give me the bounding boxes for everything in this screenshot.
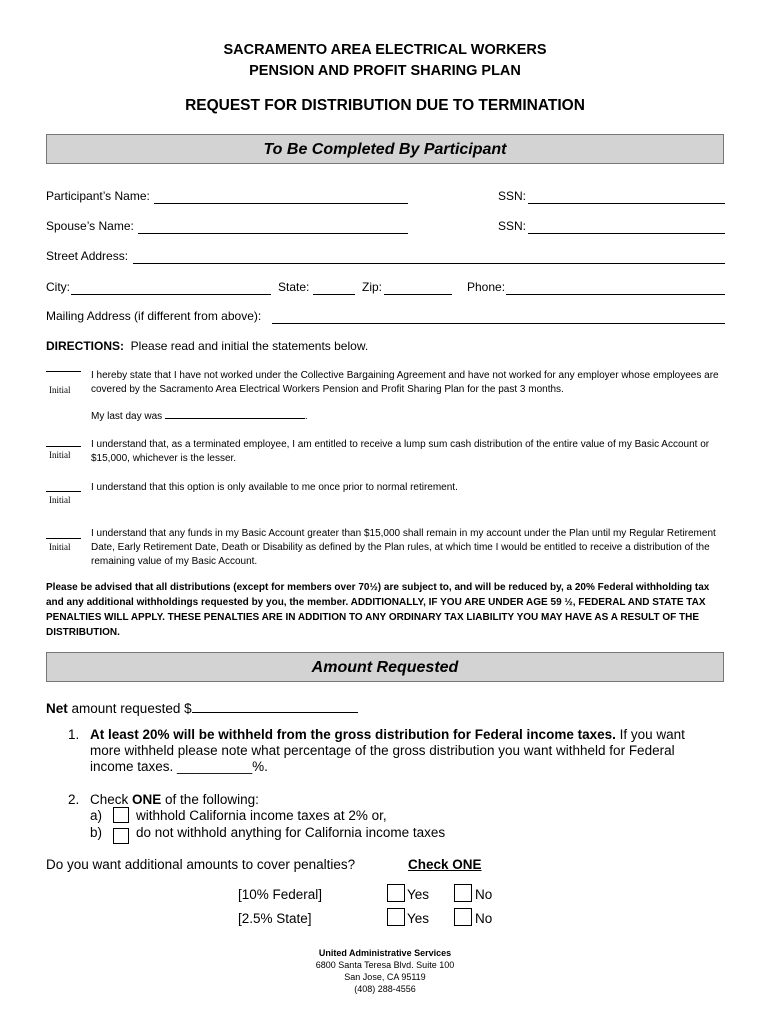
- footer-address2: San Jose, CA 95119: [344, 972, 426, 982]
- initial-label-2: Initial: [49, 450, 71, 460]
- initial-line-2[interactable]: [46, 446, 81, 447]
- spouse-name-field[interactable]: [138, 233, 408, 234]
- city-label: City:: [46, 280, 70, 294]
- state-no-checkbox[interactable]: [454, 908, 472, 926]
- footer-phone: (408) 288-4556: [354, 984, 416, 994]
- federal-yes-checkbox[interactable]: [387, 884, 405, 902]
- initial-line-1[interactable]: [46, 371, 81, 372]
- penalties-question: Do you want additional amounts to cover penalties?: [46, 857, 356, 872]
- net-label: Net: [46, 701, 68, 716]
- participant-name-label: Participant’s Name:: [46, 189, 150, 203]
- net-amount-field[interactable]: [192, 699, 358, 713]
- ssn-label: SSN:: [498, 189, 527, 203]
- item-1-number: 1.: [68, 727, 80, 742]
- federal-yes-label: Yes: [407, 887, 430, 902]
- tax-warning: Please be advised that all distributions (except for members over 70½) are subject to, and will be reduced by, a 20% Federal withholding tax and any additional withholdings requested by you, the member. ADDITIONALLY, IF YOU ARE UNDER AGE 59 ½, FEDERAL AND STATE TAX PENALTIES WILL APPLY. THESE PENALTIES ARE IN ADDITION TO ANY ORDINARY TAX LIABILITY YOU MAY HAVE AS A RESULT OF THE DISTRIBUTION.: [46, 582, 710, 638]
- state-no-label: No: [475, 911, 493, 926]
- directions: [46, 339, 368, 353]
- net-amount-row: [46, 699, 358, 716]
- zip-label: Zip:: [362, 280, 383, 294]
- item-2-number: 2.: [68, 792, 80, 807]
- plan-name-line2: PENSION AND PROFIT SHARING PLAN: [249, 63, 521, 79]
- item-2-pre: Check: [90, 792, 133, 807]
- section-participant-header: To Be Completed By Participant: [46, 134, 724, 164]
- item-2-one: ONE: [132, 792, 162, 807]
- mailing-address-field[interactable]: [272, 323, 725, 324]
- last-day-label: My last day was: [91, 411, 163, 422]
- initial-label-4: Initial: [49, 542, 71, 552]
- item-1-rest: If you want more withheld please note what percentage of the gross distribution you want withheld for Federal income taxes. __________%.: [90, 727, 685, 774]
- form-title: REQUEST FOR DISTRIBUTION DUE TO TERMINATION: [185, 97, 585, 114]
- city-field[interactable]: [71, 294, 271, 295]
- street-address-label: Street Address:: [46, 249, 129, 263]
- plan-name-line1: SACRAMENTO AREA ELECTRICAL WORKERS: [223, 42, 547, 58]
- directions-text: Please read and initial the statements below.: [130, 339, 369, 353]
- phone-label: Phone:: [467, 280, 506, 294]
- option-a-label: a): [90, 808, 103, 823]
- option-a-text: withhold California income taxes at 2% or,: [136, 808, 387, 823]
- spouse-ssn-field[interactable]: [528, 233, 725, 234]
- footer-org-name: United Administrative Services: [318, 948, 452, 958]
- last-day-field[interactable]: [165, 408, 305, 419]
- item-1-bold: At least 20% will be withheld from the gross distribution for Federal income taxes.: [90, 727, 616, 742]
- footer-address1: 6800 Santa Teresa Blvd. Suite 100: [315, 960, 455, 970]
- state-label: State:: [278, 280, 310, 294]
- spouse-name-label: Spouse’s Name:: [46, 219, 134, 233]
- state-yes-checkbox[interactable]: [387, 908, 405, 926]
- item-2-text: [90, 792, 259, 807]
- last-day-row: [91, 408, 308, 424]
- mailing-address-label: Mailing Address (if different from above):: [46, 309, 262, 323]
- statement-3: I understand that this option is only available to me once prior to normal retirement.: [91, 482, 458, 493]
- item-2-post: of the following:: [161, 792, 259, 807]
- federal-no-label: No: [475, 887, 493, 902]
- option-b-text: do not withhold anything for California income taxes: [136, 825, 446, 840]
- initial-label-1: Initial: [49, 385, 71, 395]
- last-day-suffix: .: [304, 411, 308, 422]
- zip-field[interactable]: [384, 294, 452, 295]
- ssn-field[interactable]: [528, 203, 725, 204]
- initial-line-4[interactable]: [46, 538, 81, 539]
- check-one-label: Check ONE: [408, 857, 482, 872]
- section-amount-header: Amount Requested: [46, 652, 724, 682]
- state-yes-label: Yes: [407, 911, 430, 926]
- option-b-checkbox[interactable]: [113, 828, 129, 844]
- spouse-ssn-label: SSN:: [498, 219, 527, 233]
- directions-label: DIRECTIONS:: [46, 339, 124, 353]
- item-1-text: [90, 727, 715, 775]
- net-amount-label: amount requested $: [67, 701, 192, 716]
- initial-label-3: Initial: [49, 495, 71, 505]
- statement-2: I understand that, as a terminated employee, I am entitled to receive a lump sum cash distribution of the entire value of my Basic Account or $15,000, whichever is the lesser.: [91, 439, 710, 464]
- option-b-label: b): [90, 825, 103, 840]
- federal-label: [10% Federal]: [238, 887, 323, 902]
- initial-line-3[interactable]: [46, 491, 81, 492]
- statement-4: I understand that any funds in my Basic Account greater than $15,000 shall remain in my account under the Plan until my Regular Retirement Date, Early Retirement Date, Death or Disability as defined by the Plan rules, at which time I would be entitled to receive a distribution of the remaining value of my Basic Account.: [91, 528, 716, 567]
- state-penalty-label: [2.5% State]: [238, 911, 312, 926]
- option-a-checkbox[interactable]: [113, 807, 129, 823]
- federal-no-checkbox[interactable]: [454, 884, 472, 902]
- phone-field[interactable]: [506, 294, 725, 295]
- street-address-field[interactable]: [133, 263, 725, 264]
- state-field[interactable]: [313, 294, 355, 295]
- statement-1: I hereby state that I have not worked under the Collective Bargaining Agreement and have not worked for any employer whose employees are covered by the Sacramento Area Electrical Workers Pension and Profit Sharing Plan for the past 3 months.: [91, 370, 719, 395]
- participant-name-field[interactable]: [154, 203, 408, 204]
